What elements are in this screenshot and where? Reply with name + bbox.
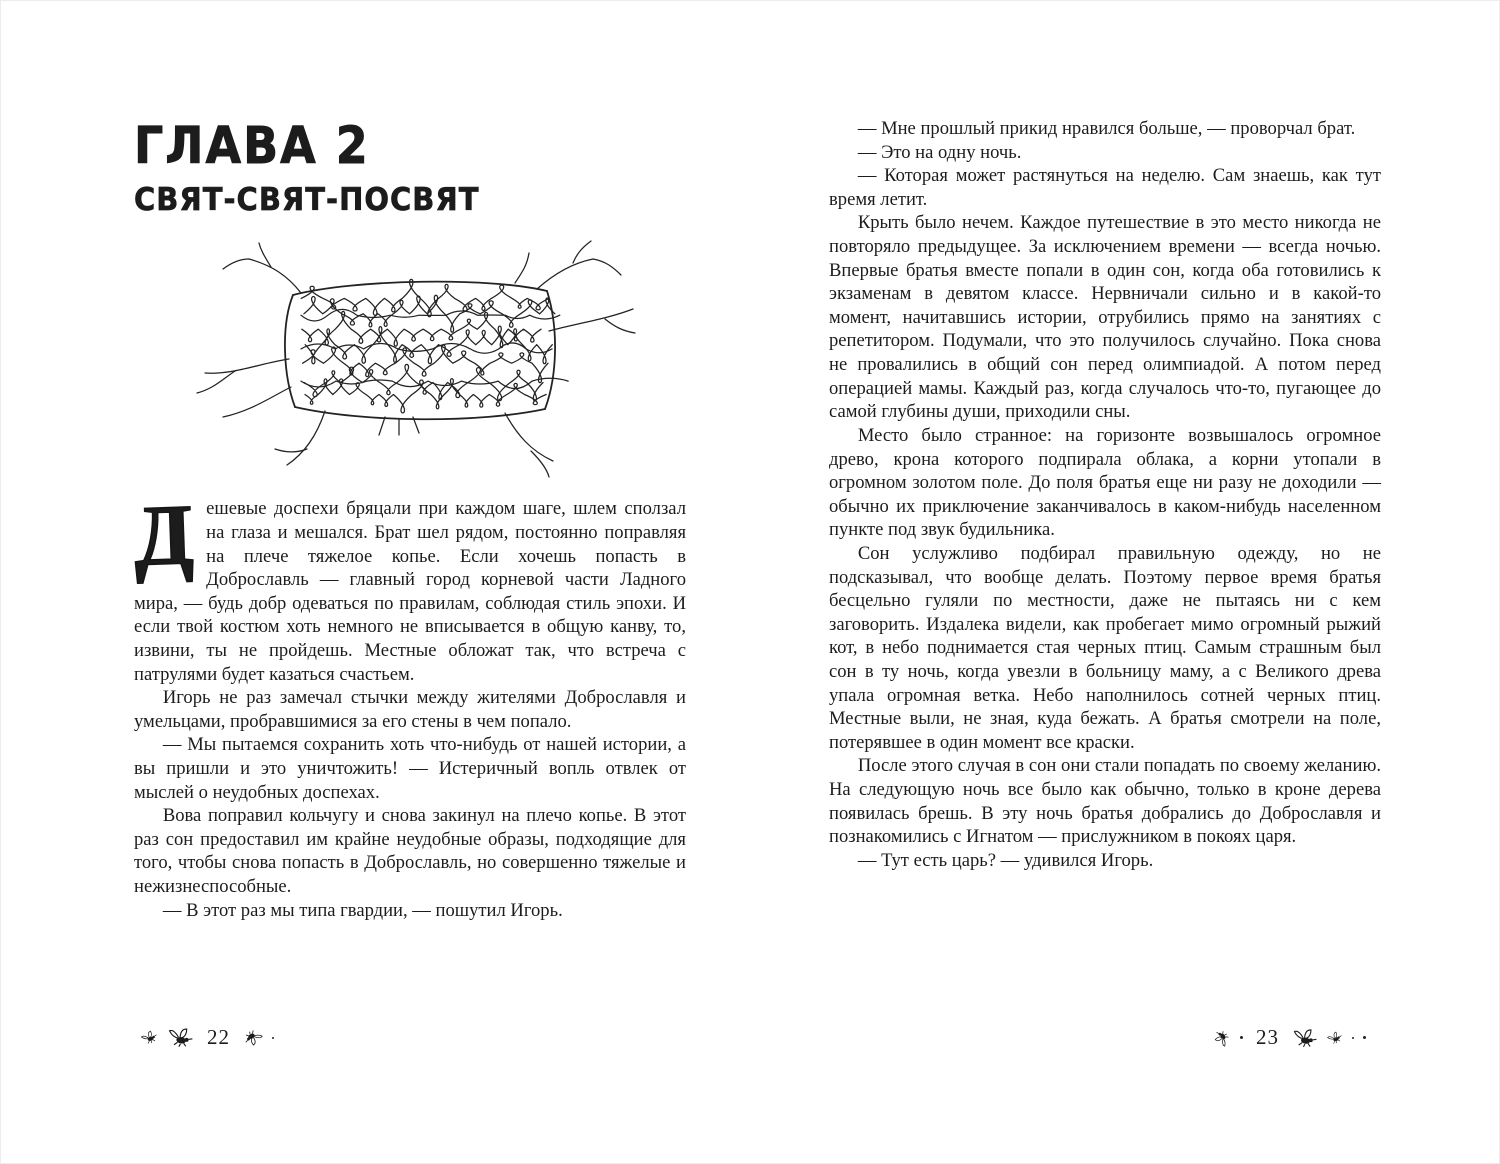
fly-icon bbox=[1326, 1029, 1345, 1045]
paragraph: — В этот раз мы типа гвардии, — пошутил Игорь. bbox=[162, 899, 563, 921]
chapter-title: СВЯТ-СВЯТ-ПОСВЯТ bbox=[134, 181, 480, 219]
fly-icon bbox=[1211, 1026, 1233, 1049]
body-text-left bbox=[132, 486, 686, 922]
ink-speck bbox=[1240, 1036, 1243, 1039]
paragraph: Сон услужливо подбирал правильную одежду, но не подсказывал, что вообще делать. Поэтому первое время братья бесцельно гуляли по местности, даже не пытаясь ни с кем заговорить. Издалека видели, как пробегает мимо огромный рыжий кот, в небо поднимается стая черных птиц. Самым страшным был сон в ту ночь, когда увезли в больницу маму, а с Великого древа упала огромная ветка. Небо наполнилось сотней черных птиц. Местные выли, не зная, куда бежать. А братья смотрели на поле, потерявшее в один момент все краски. bbox=[829, 542, 1381, 753]
root-log-illustration bbox=[175, 239, 645, 483]
root-log-outline-and-branches bbox=[197, 241, 635, 477]
ink-speck bbox=[1363, 1036, 1366, 1039]
page-number-right: 23 bbox=[1256, 1025, 1279, 1049]
page-right bbox=[829, 117, 1381, 873]
ink-speck bbox=[272, 1037, 274, 1039]
body-text-right bbox=[829, 117, 1381, 873]
page-footer-right bbox=[1213, 1025, 1366, 1050]
paragraph: — Тут есть царь? — удивился Игорь. bbox=[857, 849, 1154, 871]
paragraph: Вова поправил кольчугу и снова закинул на плечо копье. В этот раз сон предоставил им крайне неудобные образы, подходящие для того, чтобы снова попасть в Доброславль, но совершенно тяжелые и нежизнеспособные. bbox=[134, 805, 686, 898]
opening-paragraph bbox=[132, 486, 686, 686]
paragraph: Крыть было нечем. Каждое путешествие в это место никогда не повторяло предыдущее. За исключением времени — всегда ночью. Впервые братья вместе попали в один сон, когда оба готовились к экзаменам в девятом классе. Нервничали сильно и в какой-то момент, начитавшись истории, отрубились прямо на занятиях с репетитором. Подумали, что это получилось случайно. Пока снова не провалились в общий сон перед олимпиадой. А потом перед операцией мамы. Каждый раз, когда случалось что-то, пугающее до самой глубины души, приходили сны. bbox=[829, 212, 1381, 423]
page-footer-left bbox=[141, 1025, 274, 1050]
paragraph: — Которая может растянуться на неделю. Сам знаешь, как тут время летит. bbox=[829, 165, 1381, 210]
drop-cap: Д bbox=[132, 486, 195, 585]
fly-icon bbox=[165, 1025, 195, 1050]
paragraph: Игорь не раз замечал стычки между жителями Доброславля и умельцами, пробравшимися за его стены в чем попало. bbox=[134, 687, 686, 732]
paragraph-list-right bbox=[829, 117, 1381, 873]
opening-text: ешевые доспехи бряцали при каждом шаге, шлем сползал на глаза и мешался. Брат шел рядом, постоянно поправляя на плече тяжелое копье. Если хочешь попасть в Доброславль — главный город корневой части Ладного мира, — будь добр одеваться по правилам, соблюдая стиль эпохи. И если твой костюм хоть немного не вписывается в общую канву, то, извини, ты не пройдешь. Местные обложат так, что встреча с патрулями будет казаться счастьем. bbox=[134, 498, 686, 685]
page-left bbox=[132, 115, 686, 922]
fly-icon bbox=[1290, 1025, 1319, 1049]
chapter-label: ГЛАВА 2 bbox=[134, 115, 370, 176]
paragraph: После этого случая в сон они стали попадать по своему желанию. На следующую ночь все было как обычно, только в кроне дерева появилась брешь. В эту ночь братья добрались до Доброславля и познакомились с Игнатом — прислужником в покоях царя. bbox=[829, 755, 1381, 848]
paragraph: — Мне прошлый прикид нравился больше, — проворчал брат. bbox=[857, 118, 1356, 139]
paragraph: — Это на одну ночь. bbox=[857, 141, 1022, 163]
paragraph: — Мы пытаемся сохранить хоть что-нибудь от нашей истории, а вы пришли и это уничтожить! — Истеричный вопль отвлек от мыслей о неудобных доспехах. bbox=[134, 734, 686, 803]
paragraph-list-left bbox=[134, 686, 686, 922]
ink-speck bbox=[1352, 1037, 1354, 1039]
page-number-left: 22 bbox=[207, 1025, 230, 1049]
fly-icon bbox=[241, 1026, 266, 1049]
fly-icon bbox=[139, 1029, 159, 1047]
paragraph: Место было странное: на горизонте возвышалось огромное древо, крона которого подпирала облака, а корни утопали в огромном золотом поле. До поля братья еще ни разу не доходили — обычно их приключение заканчивалось в каком-нибудь населенном пункте под звук будильника. bbox=[829, 424, 1381, 541]
